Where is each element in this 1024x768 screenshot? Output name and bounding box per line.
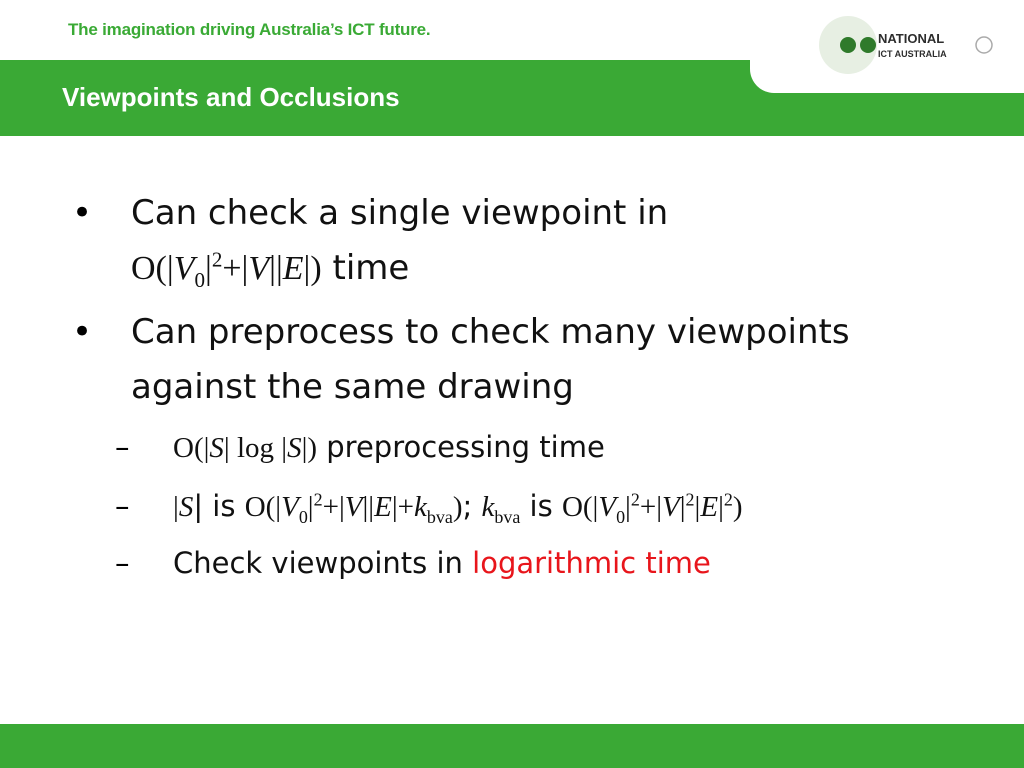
slide-title: Viewpoints and Occlusions (62, 82, 400, 112)
sub-bullet-2: |S| is $O(|V_0|^2+|V||E|+k_{bva})$; $k_{bva}$ is $O(|V_0|^2+|V|^2|E|^2)$ (173, 489, 743, 527)
bullet-2-line-2: against the same drawing (131, 367, 574, 407)
bullet-marker: • (72, 193, 93, 233)
sub-bullet-marker: – (115, 489, 130, 523)
logo-line2: ICT AUSTRALIA (878, 49, 947, 59)
logo-line1: NATIONAL (878, 31, 945, 46)
sub-bullet-marker: – (115, 430, 130, 464)
bullet-1-line-1: Can check a single viewpoint in (131, 193, 669, 233)
bullet-1-line-2: $O(|V_0|^2+|V||E|)$ time (131, 247, 410, 292)
tagline: The imagination driving Australia’s ICT future. (68, 20, 431, 39)
footer-bar (0, 724, 1024, 768)
sub-bullet-marker: – (115, 546, 130, 580)
nicta-logo (818, 16, 1018, 74)
bullet-marker: • (72, 312, 93, 352)
bullet-2-line-1: Can preprocess to check many viewpoints (131, 312, 850, 352)
sub-bullet-1: O(|S| log |S|) preprocessing time (173, 430, 605, 464)
highlight-text: logarithmic time (472, 546, 711, 580)
sub-bullet-3: Check viewpoints in logarithmic time (173, 546, 711, 580)
